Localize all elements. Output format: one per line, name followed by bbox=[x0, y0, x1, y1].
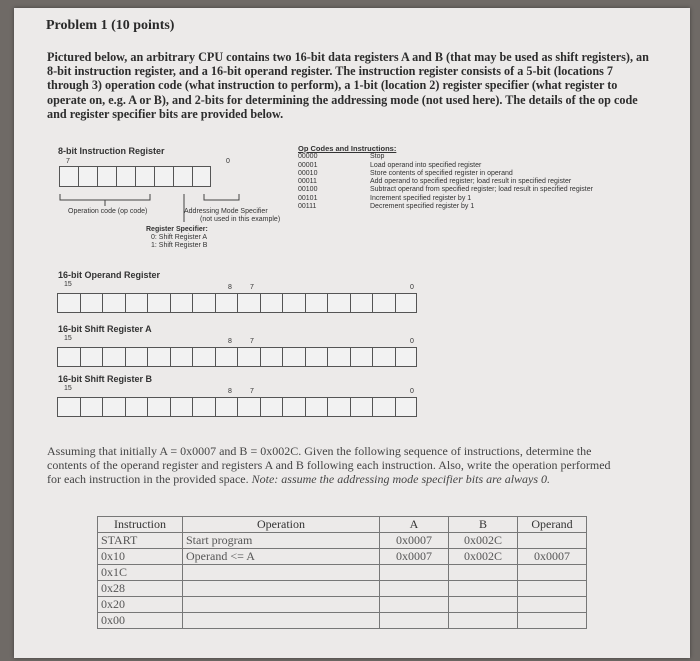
answer-cell[interactable] bbox=[449, 597, 518, 613]
answer-cell[interactable]: 0x0007 bbox=[380, 533, 449, 549]
worksheet-page bbox=[14, 8, 690, 658]
answer-cell[interactable]: 0x002C bbox=[449, 533, 518, 549]
instruction-cell: START bbox=[98, 533, 183, 549]
bit-cell bbox=[350, 347, 373, 367]
bit-cell bbox=[125, 293, 148, 313]
table-row bbox=[98, 581, 587, 597]
problem-title: Problem 1 (10 points) bbox=[46, 18, 175, 33]
answer-cell[interactable] bbox=[380, 581, 449, 597]
answer-cell[interactable] bbox=[518, 613, 587, 629]
bit-cell bbox=[125, 347, 148, 367]
bit-cell bbox=[237, 347, 260, 367]
problem-intro: Pictured below, an arbitrary CPU contains two 16-bit data registers A and B (that may be used as shift registers), an 8-bit instruction register, and a 16-bit operand register. The instruction register consists of a 5-bit (locations 7 through 3) operation code (what instruction to perform), a 1-bit (location 2) register specifier (what register to operate on, e.g. A or B), and 2-bits for determining the addressing mode (not used here). The details of the op code and register specifier bits are provided below. bbox=[47, 50, 649, 121]
reg-spec-0: 0: Shift Register A bbox=[151, 234, 208, 241]
bit-cell bbox=[372, 397, 395, 417]
bit-cell bbox=[192, 166, 211, 187]
bit-cell bbox=[215, 397, 238, 417]
bit-cell bbox=[147, 347, 170, 367]
answer-cell[interactable] bbox=[518, 533, 587, 549]
answer-cell[interactable]: Operand <= A bbox=[183, 549, 380, 565]
bit-cell bbox=[282, 397, 305, 417]
col-a: A bbox=[380, 517, 449, 533]
instruction-cell: 0x1C bbox=[98, 565, 183, 581]
bit-cell bbox=[192, 347, 215, 367]
operand-bit0: 0 bbox=[410, 284, 414, 291]
opcode-row: 00000 Stop bbox=[298, 153, 385, 161]
bit-cell bbox=[327, 347, 350, 367]
table-row bbox=[98, 597, 587, 613]
table-row bbox=[98, 565, 587, 581]
bit-cell bbox=[57, 293, 80, 313]
answer-cell[interactable] bbox=[183, 565, 380, 581]
instr-bit-lo: 0 bbox=[226, 158, 230, 165]
shiftA-bit0: 0 bbox=[410, 338, 414, 345]
operand-reg-label: 16-bit Operand Register bbox=[58, 270, 161, 280]
answer-cell[interactable]: 0x002C bbox=[449, 549, 518, 565]
question-note: Note: assume the addressing mode specifier bits are always 0. bbox=[251, 472, 551, 486]
shiftB-bit0: 0 bbox=[410, 388, 414, 395]
instruction-cell: 0x28 bbox=[98, 581, 183, 597]
operand-bit8: 8 bbox=[228, 284, 232, 291]
bit-cell bbox=[215, 293, 238, 313]
bit-cell bbox=[237, 397, 260, 417]
bit-cell bbox=[260, 347, 283, 367]
bit-cell bbox=[59, 166, 78, 187]
bit-cell bbox=[350, 397, 373, 417]
bit-cell bbox=[116, 166, 135, 187]
bit-cell bbox=[395, 347, 418, 367]
bit-cell bbox=[192, 293, 215, 313]
instr-bit-hi: 7 bbox=[66, 158, 70, 165]
shiftB-label: 16-bit Shift Register B bbox=[58, 374, 153, 384]
col-operand: Operand bbox=[518, 517, 587, 533]
bit-cell bbox=[282, 293, 305, 313]
shiftB-bit15: 15 bbox=[64, 385, 72, 392]
bit-cell bbox=[215, 347, 238, 367]
opcode-row: 00101 Increment specified register by 1 bbox=[298, 194, 472, 202]
bit-cell bbox=[154, 166, 173, 187]
shiftA-bit15: 15 bbox=[64, 335, 72, 342]
instruction-cell: 0x20 bbox=[98, 597, 183, 613]
answer-cell[interactable]: 0x0007 bbox=[380, 549, 449, 565]
bit-cell bbox=[102, 347, 125, 367]
shiftA-label: 16-bit Shift Register A bbox=[58, 324, 152, 334]
answer-cell[interactable] bbox=[449, 581, 518, 597]
instr-reg-label: 8-bit Instruction Register bbox=[58, 146, 165, 156]
bit-cell bbox=[102, 397, 125, 417]
opcode-table bbox=[298, 145, 593, 211]
bit-cell bbox=[57, 397, 80, 417]
instruction-cell: 0x10 bbox=[98, 549, 183, 565]
shiftA-bit7: 7 bbox=[250, 338, 254, 345]
bit-cell bbox=[170, 293, 193, 313]
reg-spec-title: Register Specifier: bbox=[146, 226, 208, 233]
operand-register-cells bbox=[57, 293, 417, 313]
instruction-cell: 0x00 bbox=[98, 613, 183, 629]
question-text: Assuming that initially A = 0x0007 and B = 0x002C. Given the following sequence of instructions, determine the contents of the operand register and registers A and B following each instruction. Also, write the operation performed for each instruction in the provided space. Note: assume the addressing mode specifier bits are always 0. bbox=[47, 444, 611, 486]
bit-cell bbox=[170, 347, 193, 367]
opcode-row: 00001 Load operand into specified register bbox=[298, 161, 482, 169]
addr-mode-label: Addressing Mode Specifier bbox=[184, 208, 268, 215]
answer-cell[interactable] bbox=[518, 581, 587, 597]
shiftB-register-cells bbox=[57, 397, 417, 417]
operand-bit7: 7 bbox=[250, 284, 254, 291]
opcode-label: Operation code (op code) bbox=[68, 208, 148, 215]
answer-cell[interactable] bbox=[449, 565, 518, 581]
answer-table bbox=[97, 516, 587, 629]
bit-cell bbox=[125, 397, 148, 417]
table-row bbox=[98, 533, 587, 549]
bit-cell bbox=[80, 347, 103, 367]
bit-cell bbox=[173, 166, 192, 187]
answer-cell[interactable] bbox=[183, 613, 380, 629]
answer-cell[interactable] bbox=[518, 565, 587, 581]
bit-cell bbox=[237, 293, 260, 313]
answer-cell[interactable] bbox=[183, 581, 380, 597]
opcode-header: Op Codes and Instructions: bbox=[298, 144, 397, 153]
table-row bbox=[98, 613, 587, 629]
bit-cell bbox=[57, 347, 80, 367]
bit-cell bbox=[80, 397, 103, 417]
bit-cell bbox=[102, 293, 125, 313]
opcode-row: 00010 Store contents of specified register in operand bbox=[298, 169, 513, 177]
instr-register-cells bbox=[59, 166, 211, 187]
shiftB-bit8: 8 bbox=[228, 388, 232, 395]
table-row bbox=[98, 549, 587, 565]
bit-cell bbox=[395, 397, 418, 417]
addr-mode-note: (not used in this example) bbox=[200, 216, 281, 223]
col-operation: Operation bbox=[183, 517, 380, 533]
bit-cell bbox=[135, 166, 154, 187]
bit-cell bbox=[327, 397, 350, 417]
answer-cell[interactable] bbox=[183, 597, 380, 613]
operand-bit15: 15 bbox=[64, 281, 72, 288]
bit-cell bbox=[395, 293, 418, 313]
reg-spec-1: 1: Shift Register B bbox=[151, 242, 208, 249]
answer-cell[interactable]: Start program bbox=[183, 533, 380, 549]
bit-cell bbox=[372, 293, 395, 313]
answer-cell[interactable]: 0x0007 bbox=[518, 549, 587, 565]
bit-cell bbox=[305, 293, 328, 313]
answer-cell[interactable] bbox=[380, 565, 449, 581]
bit-cell bbox=[260, 293, 283, 313]
answer-cell[interactable] bbox=[380, 613, 449, 629]
bit-cell bbox=[78, 166, 97, 187]
bit-cell bbox=[147, 397, 170, 417]
bit-cell bbox=[282, 347, 305, 367]
bit-cell bbox=[192, 397, 215, 417]
answer-cell[interactable] bbox=[380, 597, 449, 613]
bit-cell bbox=[305, 347, 328, 367]
bit-cell bbox=[327, 293, 350, 313]
bit-cell bbox=[372, 347, 395, 367]
answer-cell[interactable] bbox=[518, 597, 587, 613]
opcode-row: 00011 Add operand to specified register; load result in specified register bbox=[298, 178, 572, 186]
shiftB-bit7: 7 bbox=[250, 388, 254, 395]
shiftA-register-cells bbox=[57, 347, 417, 367]
opcode-row: 00100 Subtract operand from specified register; load result in specified register bbox=[298, 186, 593, 194]
opcode-row: 00111 Decrement specified register by 1 bbox=[298, 203, 475, 211]
bit-cell bbox=[260, 397, 283, 417]
shiftA-bit8: 8 bbox=[228, 338, 232, 345]
bit-cell bbox=[305, 397, 328, 417]
col-b: B bbox=[449, 517, 518, 533]
bit-cell bbox=[147, 293, 170, 313]
bit-cell bbox=[80, 293, 103, 313]
answer-cell[interactable] bbox=[449, 613, 518, 629]
bit-cell bbox=[350, 293, 373, 313]
bit-cell bbox=[97, 166, 116, 187]
bit-cell bbox=[170, 397, 193, 417]
col-instruction: Instruction bbox=[98, 517, 183, 533]
